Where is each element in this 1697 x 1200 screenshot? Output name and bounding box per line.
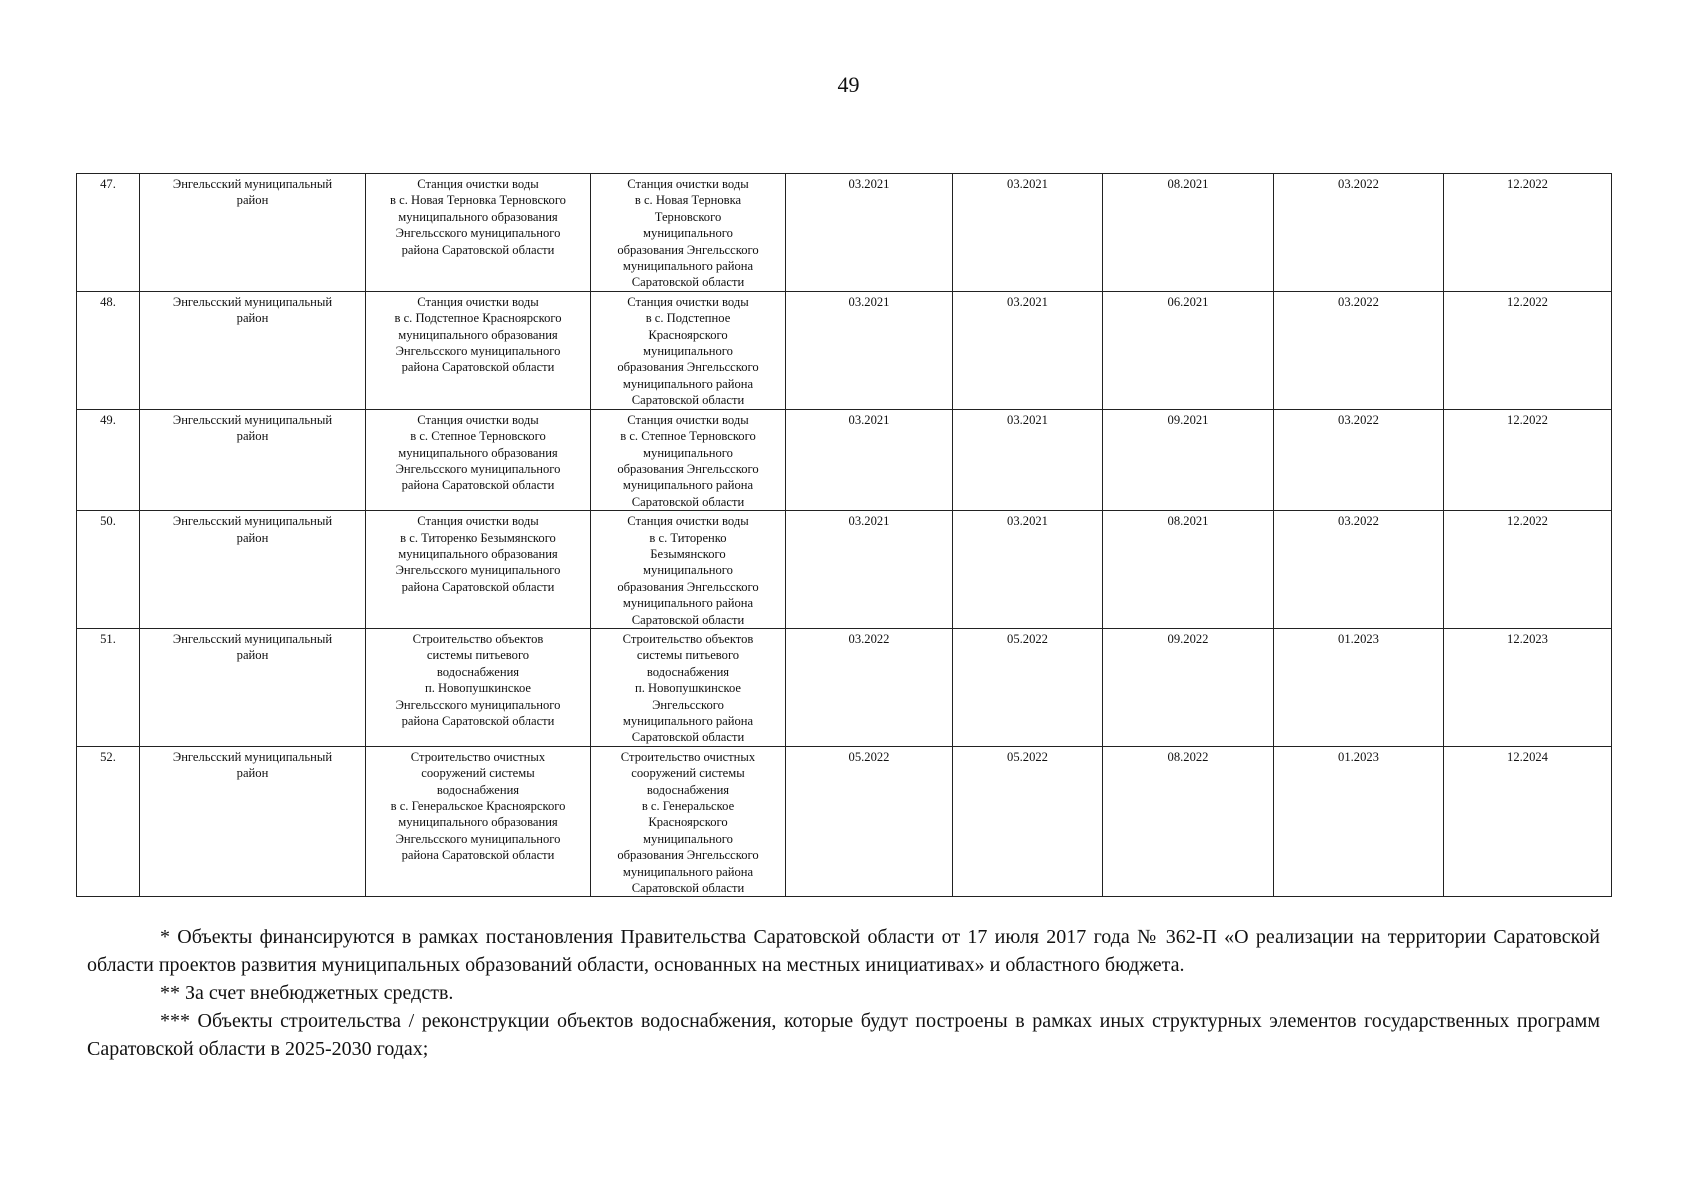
date-cell: 08.2021 [1103, 174, 1274, 292]
table-row [77, 291, 1612, 409]
table-row [77, 511, 1612, 629]
district-cell: Энгельсский муниципальный район [140, 628, 366, 746]
object-detail-cell: Строительство объектов системы питьевого водоснабжения п. Новопушкинское Энгельсского муниципального района Саратовской области [591, 628, 786, 746]
date-cell: 08.2021 [1103, 511, 1274, 629]
date-cell: 03.2021 [953, 511, 1103, 629]
date-cell: 12.2022 [1444, 174, 1612, 292]
footnote-2: ** За счет внебюджетных средств. [160, 982, 454, 1004]
table-row [77, 409, 1612, 510]
page-number: 49 [837, 72, 860, 97]
date-cell: 12.2022 [1444, 291, 1612, 409]
district-cell: Энгельсский муниципальный район [140, 174, 366, 292]
object-detail-cell: Станция очистки воды в с. Подстепное Красноярского муниципального образования Энгельсского муниципального района Саратовской области [591, 291, 786, 409]
table-row [77, 746, 1612, 897]
date-cell: 12.2024 [1444, 746, 1612, 897]
object-detail-cell: Строительство очистных сооружений системы водоснабжения в с. Генеральское Красноярского муниципального образования Энгельсского муниципального района Саратовской области [591, 746, 786, 897]
row-number: 47. [77, 174, 140, 292]
date-cell: 01.2023 [1274, 746, 1444, 897]
row-number: 48. [77, 291, 140, 409]
object-cell: Станция очистки воды в с. Степное Терновского муниципального образования Энгельсского муниципального района Саратовской области [366, 409, 591, 510]
object-cell: Строительство очистных сооружений системы водоснабжения в с. Генеральское Красноярского муниципального образования Энгельсского муниципального района Саратовской области [366, 746, 591, 897]
date-cell: 05.2022 [953, 746, 1103, 897]
objects-table [76, 173, 1612, 897]
date-cell: 03.2021 [953, 174, 1103, 292]
date-cell: 08.2022 [1103, 746, 1274, 897]
date-cell: 09.2022 [1103, 628, 1274, 746]
row-number: 49. [77, 409, 140, 510]
object-detail-cell: Станция очистки воды в с. Титоренко Безымянского муниципального образования Энгельсского муниципального района Саратовской области [591, 511, 786, 629]
date-cell: 05.2022 [953, 628, 1103, 746]
date-cell: 03.2021 [953, 291, 1103, 409]
date-cell: 03.2022 [1274, 174, 1444, 292]
footnote-3: *** Объекты строительства / реконструкции объектов водоснабжения, которые будут построены в рамках иных структурных элементов государственных программ Саратовской области в 2025-2030 годах; [87, 1010, 1600, 1060]
date-cell: 03.2021 [786, 291, 953, 409]
district-cell: Энгельсский муниципальный район [140, 511, 366, 629]
footnotes [87, 923, 1600, 1063]
row-number: 51. [77, 628, 140, 746]
date-cell: 06.2021 [1103, 291, 1274, 409]
table-row [77, 628, 1612, 746]
date-cell: 01.2023 [1274, 628, 1444, 746]
date-cell: 03.2022 [1274, 511, 1444, 629]
object-cell: Строительство объектов системы питьевого водоснабжения п. Новопушкинское Энгельсского муниципального района Саратовской области [366, 628, 591, 746]
district-cell: Энгельсский муниципальный район [140, 291, 366, 409]
date-cell: 12.2023 [1444, 628, 1612, 746]
object-detail-cell: Станция очистки воды в с. Новая Терновка Терновского муниципального образования Энгельсского муниципального района Саратовской области [591, 174, 786, 292]
date-cell: 03.2022 [1274, 291, 1444, 409]
date-cell: 12.2022 [1444, 511, 1612, 629]
date-cell: 03.2021 [786, 409, 953, 510]
date-cell: 12.2022 [1444, 409, 1612, 510]
footnote-1: * Объекты финансируются в рамках постановления Правительства Саратовской области от 17 июля 2017 года № 362-П «О реализации на территории Саратовской области проектов развития муниципальных образований области, основанных на местных инициативах» и областного бюджета. [87, 926, 1600, 976]
date-cell: 03.2021 [786, 511, 953, 629]
object-detail-cell: Станция очистки воды в с. Степное Терновского муниципального образования Энгельсского муниципального района Саратовской области [591, 409, 786, 510]
date-cell: 03.2021 [786, 174, 953, 292]
date-cell: 03.2022 [786, 628, 953, 746]
date-cell: 05.2022 [786, 746, 953, 897]
object-cell: Станция очистки воды в с. Подстепное Красноярского муниципального образования Энгельсского муниципального района Саратовской области [366, 291, 591, 409]
district-cell: Энгельсский муниципальный район [140, 409, 366, 510]
row-number: 52. [77, 746, 140, 897]
object-cell: Станция очистки воды в с. Титоренко Безымянского муниципального образования Энгельсского муниципального района Саратовской области [366, 511, 591, 629]
date-cell: 03.2021 [953, 409, 1103, 510]
row-number: 50. [77, 511, 140, 629]
table-row [77, 174, 1612, 292]
object-cell: Станция очистки воды в с. Новая Терновка Терновского муниципального образования Энгельсского муниципального района Саратовской области [366, 174, 591, 292]
date-cell: 09.2021 [1103, 409, 1274, 510]
date-cell: 03.2022 [1274, 409, 1444, 510]
district-cell: Энгельсский муниципальный район [140, 746, 366, 897]
